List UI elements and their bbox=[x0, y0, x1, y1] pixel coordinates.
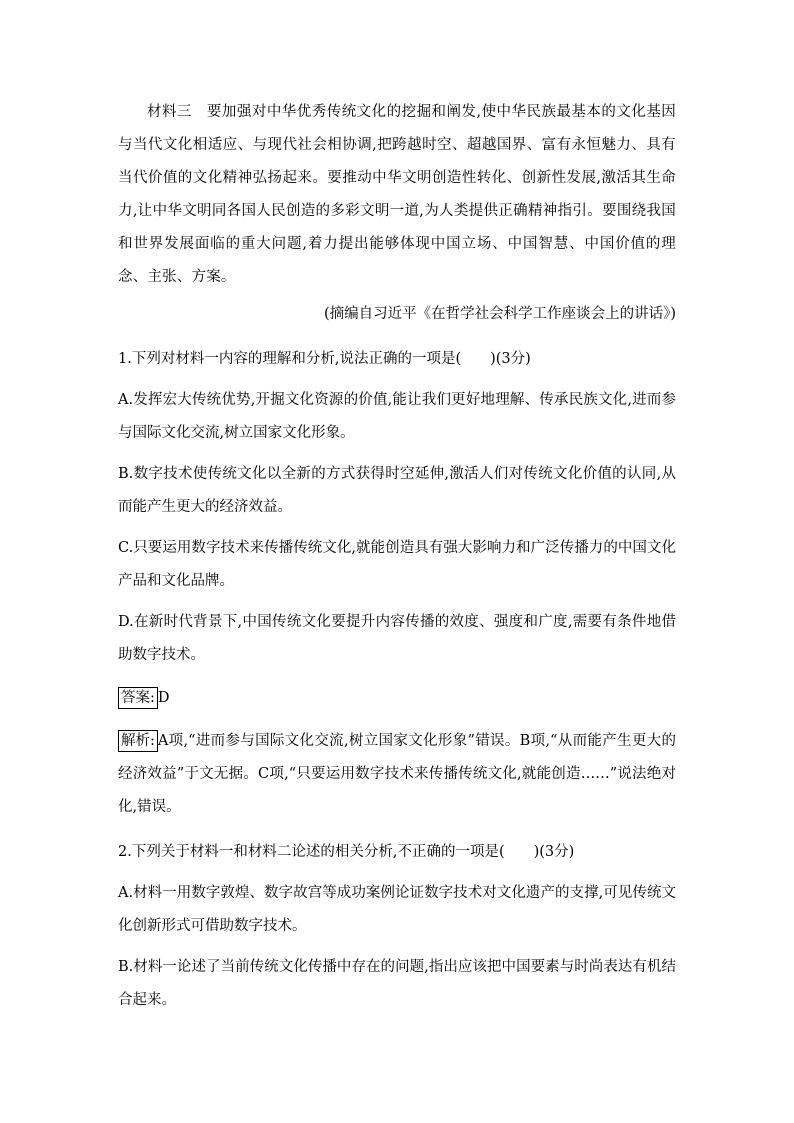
question-2-option-a: A.材料一用数字敦煌、数字故宫等成功案例论证数字技术对文化遗产的支撑,可见传统文化创新形式可借助数字技术。 bbox=[118, 885, 676, 934]
answer-value: D bbox=[157, 690, 170, 706]
material-three-paragraph: 材料三 要加强对中华优秀传统文化的挖掘和阐发,使中华民族最基本的文化基因与当代文化相适应、与现代社会相协调,把跨越时空、超越国界、富有永恒魅力、具有当代价值的文化精神弘扬起来。要推动中华文明创造性转化、创新性发展,激活其生命力,让中华文明同各国人民创造的多彩文明一道,为人类提供正确精神指引。要围绕我国和世界发展面临的重大问题,着力提出能够体现中国立场、中国智慧、中国价值的理念、主张、方案。 bbox=[118, 104, 676, 285]
explanation-label: 解析: bbox=[118, 730, 158, 752]
material-source-citation: (摘编自习近平《在哲学社会科学工作座谈会上的讲话》) bbox=[323, 306, 676, 322]
question-2-stem: 2.下列关于材料一和材料二论述的相关分析,不正确的一项是( )(3分) bbox=[118, 844, 575, 860]
explanation-text: A项,“进而参与国际文化交流,树立国家文化形象”错误。B项,“从而能产生更大的经济效益”于文无据。C项,“只要运用数字技术来传播传统文化,就能创造……”说法绝对化,错误。 bbox=[118, 733, 676, 815]
question-1-option-c: C.只要运用数字技术来传播传统文化,就能创造具有强大影响力和广泛传播力的中国文化产品和文化品牌。 bbox=[118, 540, 676, 589]
question-1-option-d: D.在新时代背景下,中国传统文化要提升内容传播的效度、强度和广度,需要有条件地借助数字技术。 bbox=[118, 614, 676, 663]
document-page bbox=[118, 96, 676, 1017]
question-1-explanation bbox=[118, 725, 676, 824]
question-1-answer bbox=[118, 682, 676, 715]
question-1-option-b: B.数字技术使传统文化以全新的方式获得时空延伸,激活人们对传统文化价值的认同,从而能产生更大的经济效益。 bbox=[118, 466, 676, 515]
question-1-option-a: A.发挥宏大传统优势,开掘文化资源的价值,能让我们更好地理解、传承民族文化,进而参与国际文化交流,树立国家文化形象。 bbox=[118, 392, 676, 441]
question-1-stem: 1.下列对材料一内容的理解和分析,说法正确的一项是( )(3分) bbox=[118, 351, 531, 367]
question-2-option-b: B.材料一论述了当前传统文化传播中存在的问题,指出应该把中国要素与时尚表达有机结合起来。 bbox=[118, 959, 676, 1008]
answer-label: 答案: bbox=[118, 687, 158, 709]
